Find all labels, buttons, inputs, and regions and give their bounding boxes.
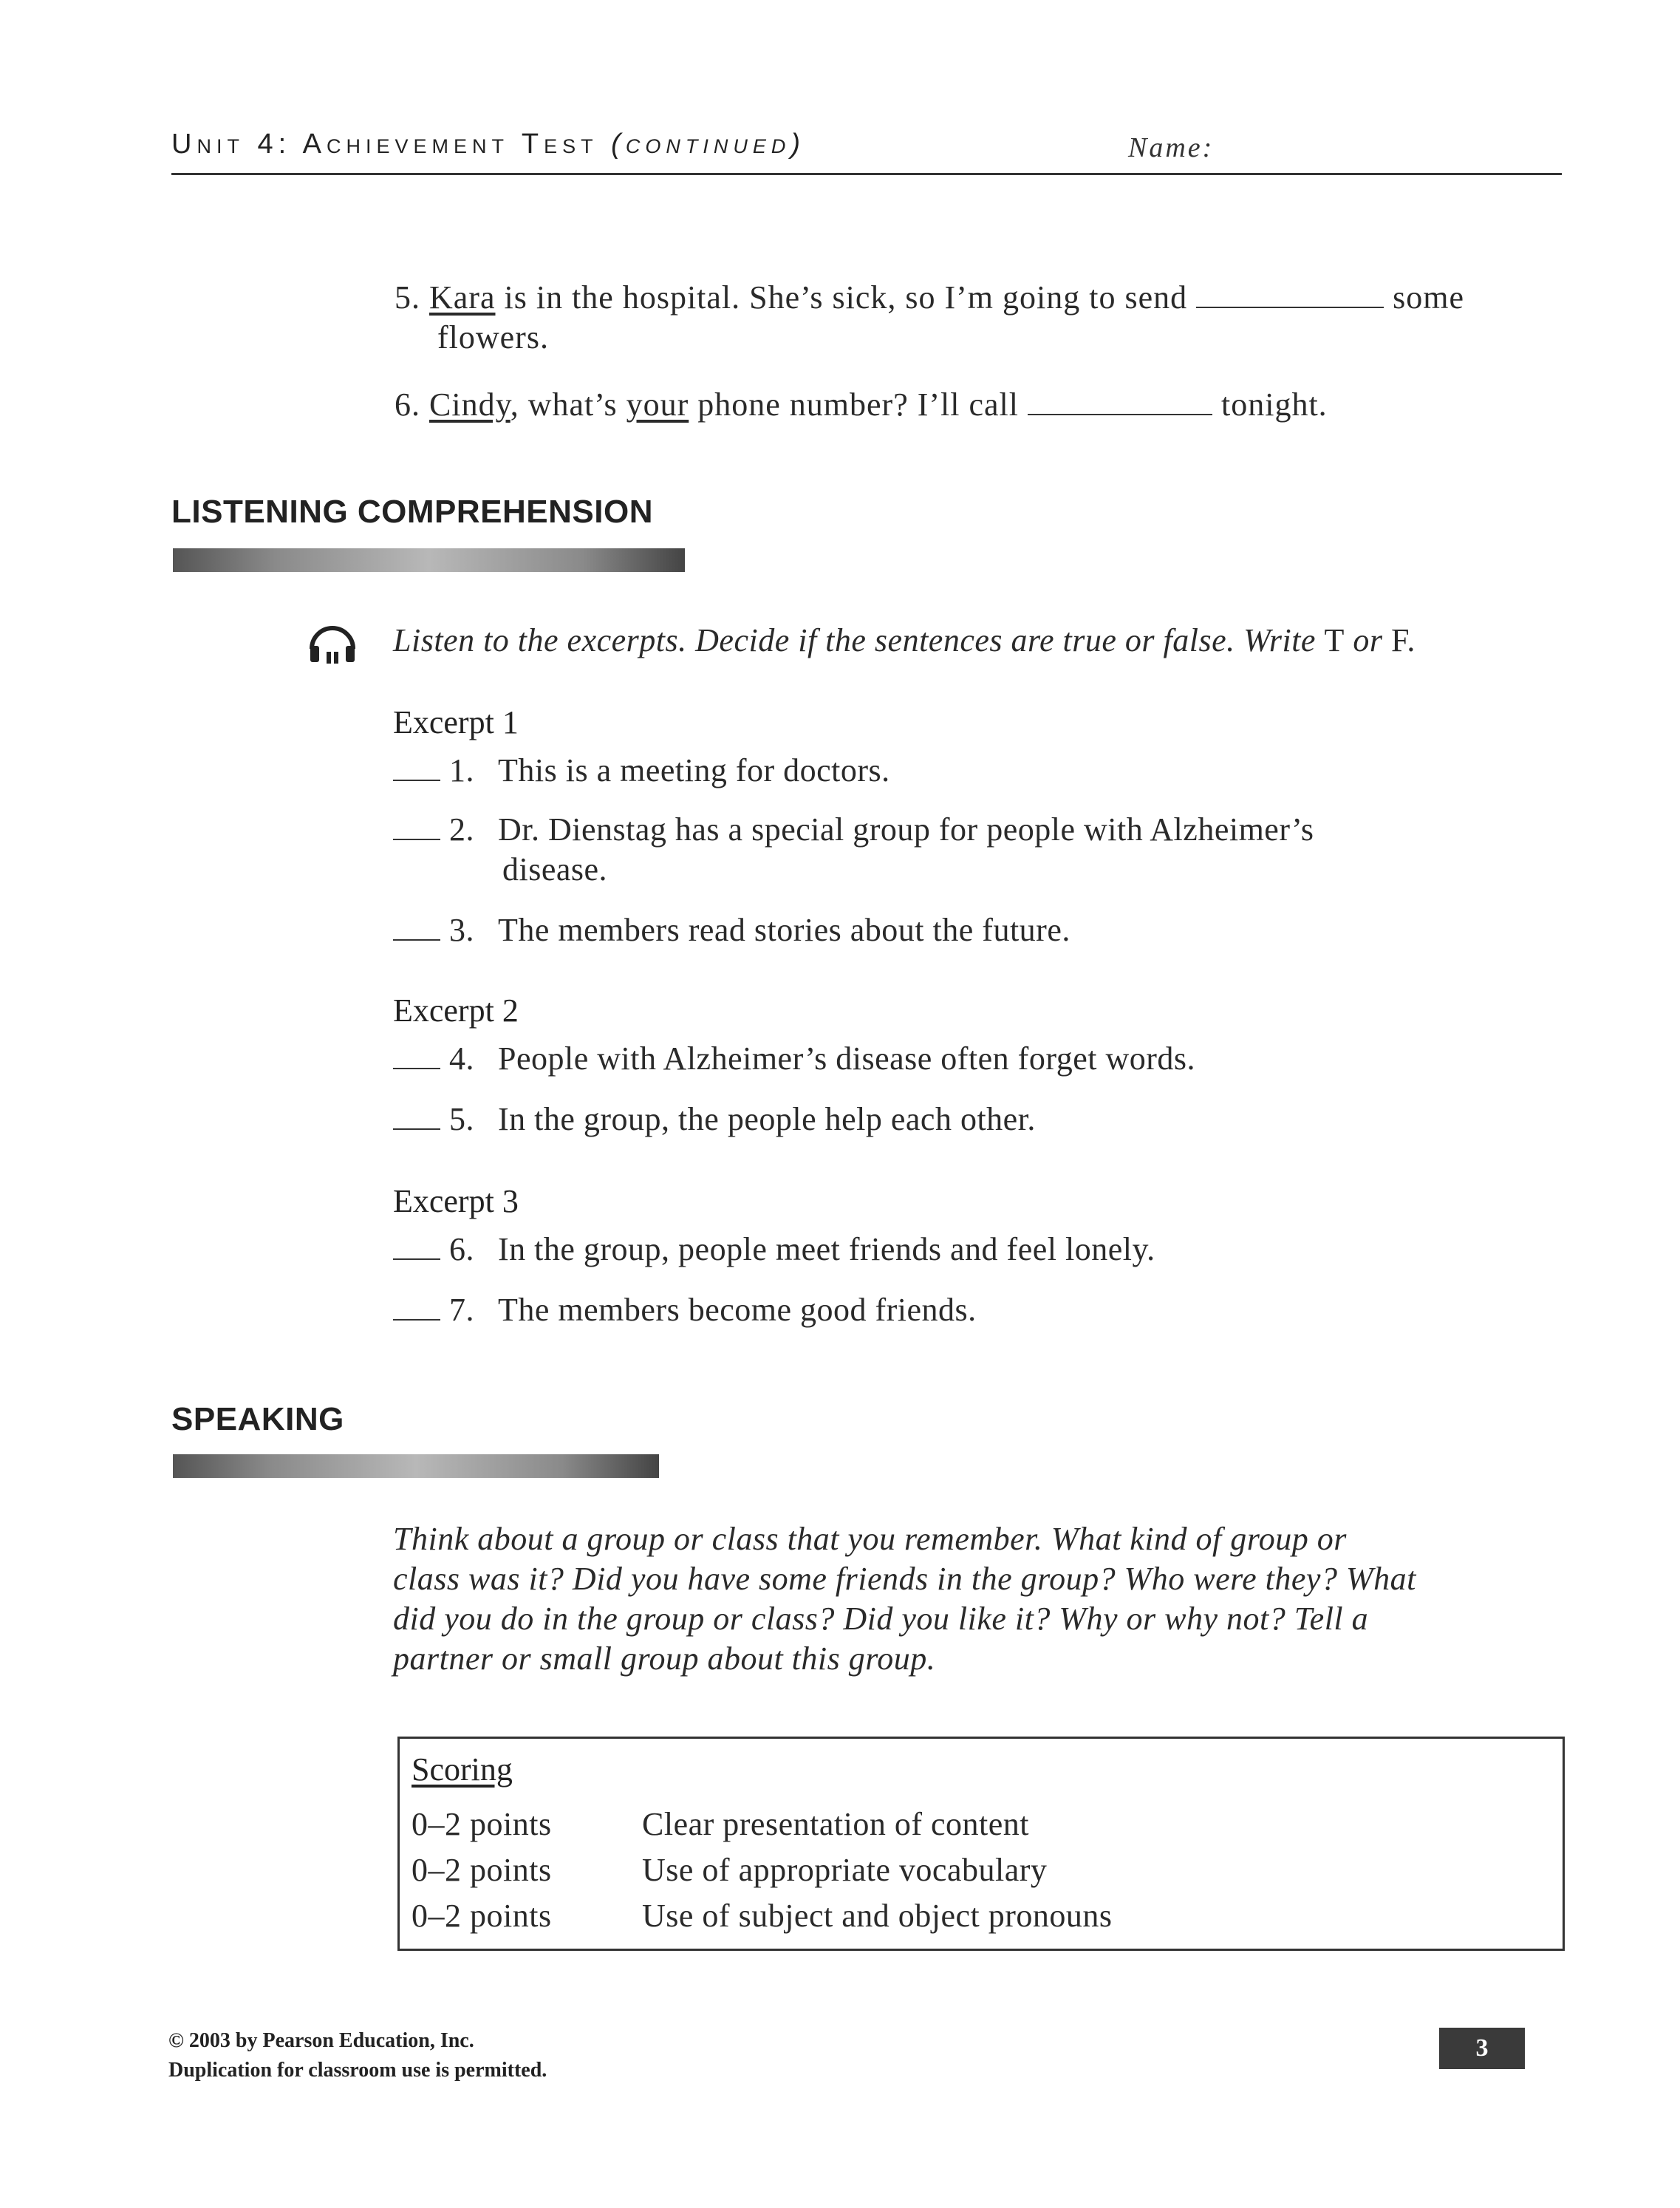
tf-statement: This is a meeting for doctors. bbox=[498, 752, 890, 788]
name-label: Name: bbox=[1128, 132, 1215, 163]
item-text-end: some bbox=[1384, 279, 1465, 316]
instruction-or: or bbox=[1344, 622, 1391, 658]
tf-number: 4. bbox=[449, 1040, 474, 1077]
item-text: phone number? I’ll call bbox=[689, 386, 1028, 423]
tf-item bbox=[393, 751, 890, 791]
answer-blank[interactable] bbox=[1028, 389, 1212, 415]
prompt-line: did you do in the group or class? Did you like it? Why or why not? Tell a bbox=[393, 1601, 1369, 1637]
tf-answer-blank[interactable] bbox=[393, 824, 440, 840]
tf-answer-blank[interactable] bbox=[393, 924, 440, 941]
scoring-title: Scoring bbox=[412, 1751, 513, 1788]
tf-number: 5. bbox=[449, 1101, 474, 1137]
tf-statement-line2: disease. bbox=[502, 851, 608, 887]
item-text-end: tonight. bbox=[1212, 386, 1328, 423]
page-footer bbox=[168, 2026, 547, 2085]
continued-label: (continued) bbox=[611, 129, 805, 160]
score-criterion: Use of subject and object pronouns bbox=[642, 1898, 1113, 1934]
item-text: is in the hospital. She’s sick, so I’m going to send bbox=[495, 279, 1197, 316]
score-criterion: Use of appropriate vocabulary bbox=[642, 1852, 1048, 1888]
prompt-line: partner or small group about this group. bbox=[393, 1640, 936, 1677]
pronoun-item-6 bbox=[395, 385, 1532, 425]
tf-statement: Dr. Dienstag has a special group for people with Alzheimer’s bbox=[498, 811, 1314, 848]
underlined-noun: Kara bbox=[429, 279, 496, 316]
item-number: 5. bbox=[395, 279, 420, 316]
page-number: 3 bbox=[1439, 2028, 1525, 2069]
excerpt-3-title: Excerpt 3 bbox=[393, 1183, 519, 1219]
copyright-notice: © 2003 by Pearson Education, Inc. bbox=[168, 2029, 474, 2052]
listening-instruction bbox=[393, 621, 1546, 661]
instruction-true-letter: T bbox=[1324, 622, 1345, 658]
tf-item bbox=[393, 1290, 977, 1330]
tf-statement: People with Alzheimer’s disease often forget words. bbox=[498, 1040, 1195, 1077]
prompt-line: Think about a group or class that you remember. What kind of group or bbox=[393, 1521, 1347, 1557]
speaking-section-title: SPEAKING bbox=[171, 1401, 344, 1437]
tf-number: 6. bbox=[449, 1231, 474, 1267]
headphones-icon bbox=[306, 619, 359, 665]
score-criterion: Clear presentation of content bbox=[642, 1806, 1029, 1842]
tf-number: 1. bbox=[449, 752, 474, 788]
prompt-line: class was it? Did you have some friends in the group? Who were they? What bbox=[393, 1561, 1416, 1597]
tf-number: 2. bbox=[449, 811, 474, 848]
tf-item bbox=[393, 1100, 1036, 1139]
pronoun-item-5-line2: flowers. bbox=[437, 319, 549, 355]
scoring-row bbox=[412, 1851, 1047, 1889]
tf-item bbox=[393, 1039, 1195, 1079]
instruction-false-letter: F. bbox=[1390, 622, 1416, 658]
scoring-row bbox=[412, 1897, 1113, 1935]
speaking-section-bar bbox=[173, 1454, 659, 1478]
tf-item bbox=[393, 810, 1314, 850]
tf-answer-blank[interactable] bbox=[393, 1244, 440, 1260]
listening-section-bar bbox=[173, 548, 685, 572]
speaking-prompt bbox=[393, 1519, 1560, 1679]
header-title bbox=[171, 129, 805, 160]
excerpt-2-title: Excerpt 2 bbox=[393, 992, 519, 1029]
excerpt-1-title: Excerpt 1 bbox=[393, 704, 519, 740]
tf-answer-blank[interactable] bbox=[393, 1304, 440, 1321]
score-points: 0–2 points bbox=[412, 1806, 552, 1842]
tf-answer-blank[interactable] bbox=[393, 765, 440, 781]
tf-answer-blank[interactable] bbox=[393, 1114, 440, 1130]
tf-item bbox=[393, 1230, 1155, 1270]
underlined-pronoun: your bbox=[626, 386, 689, 423]
tf-number: 3. bbox=[449, 912, 474, 948]
tf-answer-blank[interactable] bbox=[393, 1053, 440, 1069]
instruction-text: Listen to the excerpts. Decide if the sentences are true or false. Write bbox=[393, 622, 1325, 658]
tf-number: 7. bbox=[449, 1292, 474, 1328]
answer-blank[interactable] bbox=[1196, 282, 1384, 308]
tf-item bbox=[393, 910, 1071, 950]
tf-statement: In the group, people meet friends and feel lonely. bbox=[498, 1231, 1155, 1267]
underlined-noun: Cindy bbox=[429, 386, 511, 423]
tf-statement: The members read stories about the future. bbox=[498, 912, 1071, 948]
page-header bbox=[171, 124, 1562, 175]
item-number: 6. bbox=[395, 386, 420, 423]
listening-section-title: LISTENING COMPREHENSION bbox=[171, 494, 653, 530]
unit-title: Unit 4: Achievement Test bbox=[171, 129, 598, 160]
scoring-box bbox=[397, 1737, 1565, 1951]
tf-statement: The members become good friends. bbox=[498, 1292, 977, 1328]
score-points: 0–2 points bbox=[412, 1898, 552, 1934]
score-points: 0–2 points bbox=[412, 1852, 552, 1888]
scoring-row bbox=[412, 1805, 1029, 1843]
pronoun-item-5 bbox=[395, 278, 1532, 318]
permission-notice: Duplication for classroom use is permitted. bbox=[168, 2059, 547, 2082]
tf-statement: In the group, the people help each other. bbox=[498, 1101, 1036, 1137]
item-text: , what’s bbox=[510, 386, 626, 423]
